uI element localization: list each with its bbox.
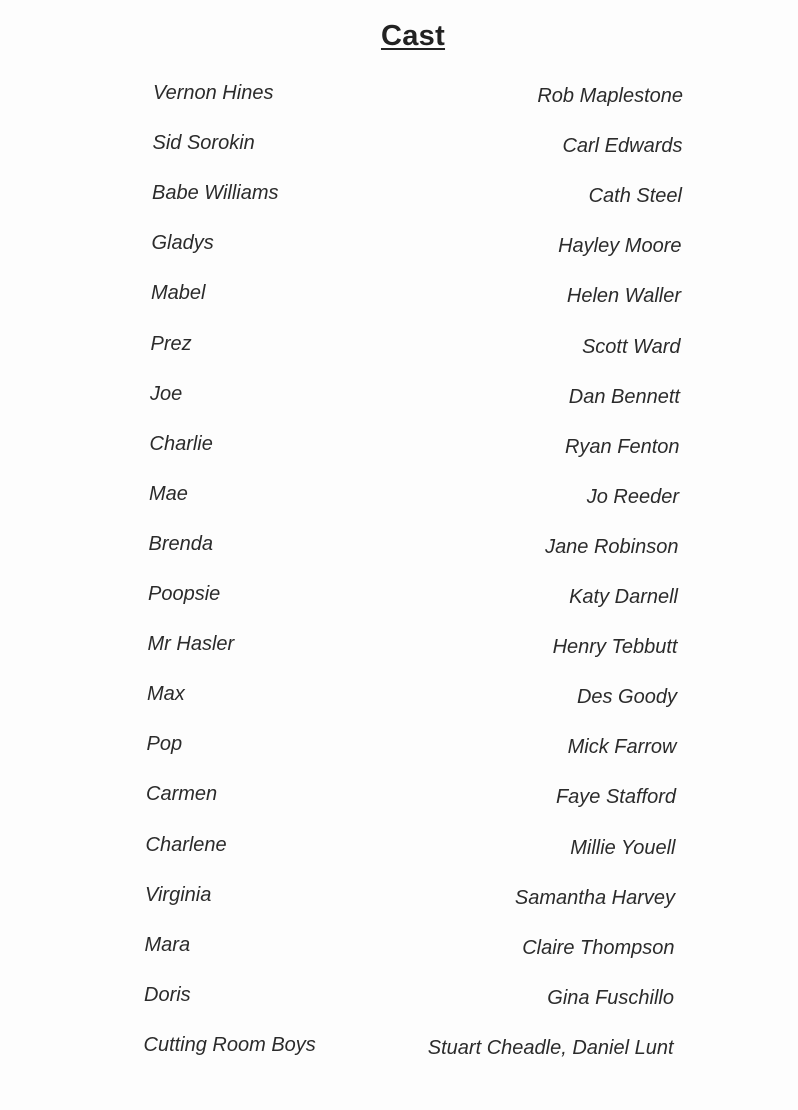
cast-row [0, 884, 798, 914]
role-name: Mabel [151, 282, 206, 305]
actor-name: Helen Waller [566, 285, 681, 308]
role-name: Max [147, 683, 185, 706]
actor-name: Henry Tebbutt [552, 636, 678, 659]
role-name: Vernon Hines [153, 82, 274, 104]
role-name: Babe Williams [152, 182, 279, 205]
actor-name: Katy Darnell [569, 586, 678, 608]
cast-row [0, 483, 798, 513]
actor-name: Ryan Fenton [564, 435, 680, 458]
role-name: Mae [149, 482, 188, 505]
cast-row [0, 733, 798, 763]
role-name: Virginia [145, 883, 212, 906]
actor-name: Hayley Moore [558, 235, 682, 258]
actor-name: Cath Steel [588, 185, 682, 208]
cast-row [0, 533, 798, 563]
page-title: Cast [380, 20, 446, 52]
actor-name: Carl Edwards [562, 135, 683, 158]
actor-name: Des Goody [576, 686, 677, 709]
actor-name: Gina Fuschillo [547, 986, 674, 1009]
role-name: Doris [144, 983, 191, 1006]
cast-row [0, 984, 798, 1014]
cast-row [0, 683, 798, 713]
role-name: Sid Sorokin [152, 132, 255, 155]
role-name: Pop [146, 733, 183, 756]
cast-row [0, 182, 798, 212]
actor-name: Jane Robinson [545, 535, 679, 558]
actor-name: Stuart Cheadle, Daniel Lunt [427, 1036, 674, 1059]
role-name: Prez [150, 332, 192, 355]
cast-row [0, 82, 798, 112]
actor-name: Claire Thompson [522, 936, 675, 959]
role-name: Brenda [148, 532, 213, 555]
cast-row [0, 333, 798, 363]
cast-row [0, 383, 798, 413]
cast-row [0, 583, 798, 613]
actor-name: Millie Youell [570, 836, 676, 859]
cast-row [0, 433, 798, 463]
cast-row [0, 834, 798, 864]
actor-name: Mick Farrow [567, 736, 677, 759]
role-name: Mr Hasler [147, 633, 235, 656]
cast-row [0, 1034, 798, 1064]
role-name: Joe [150, 382, 183, 405]
actor-name: Jo Reeder [586, 485, 679, 508]
cast-row [0, 633, 798, 663]
actor-name: Faye Stafford [555, 786, 676, 809]
actor-name: Dan Bennett [568, 385, 680, 408]
actor-name: Rob Maplestone [537, 85, 683, 107]
role-name: Charlie [149, 432, 213, 455]
cast-row [0, 783, 798, 813]
role-name: Gladys [151, 232, 214, 255]
cast-row [0, 282, 798, 312]
role-name: Cutting Room Boys [143, 1033, 316, 1056]
actor-name: Scott Ward [581, 335, 681, 358]
role-name: Charlene [145, 833, 227, 856]
role-name: Carmen [146, 783, 218, 806]
role-name: Mara [144, 933, 191, 956]
cast-row [0, 232, 798, 262]
actor-name: Samantha Harvey [514, 886, 675, 909]
cast-row [0, 934, 798, 964]
role-name: Poopsie [148, 583, 221, 605]
cast-row [0, 132, 798, 162]
